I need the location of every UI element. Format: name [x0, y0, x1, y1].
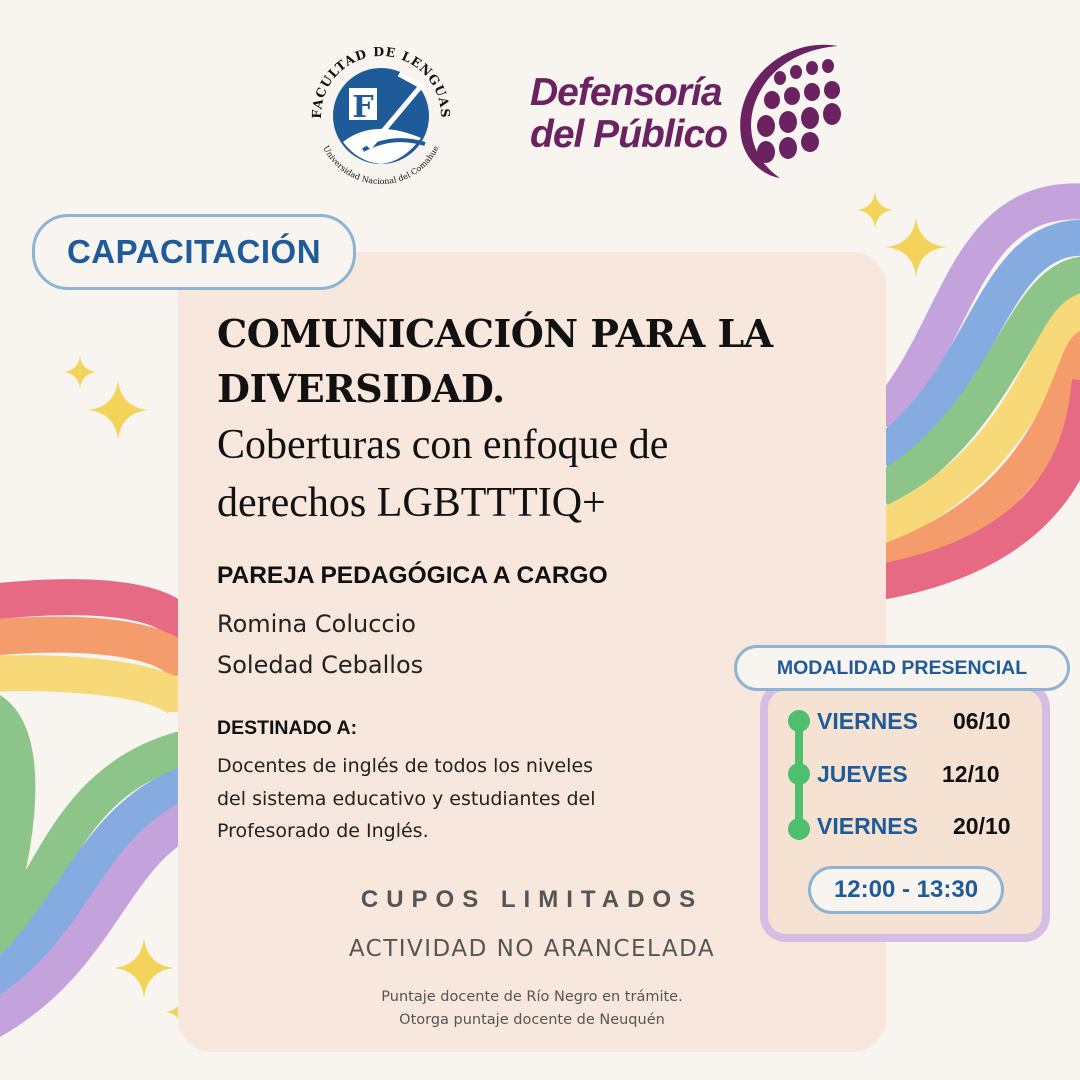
- puntaje-line: Puntaje docente de Río Negro en trámite.: [381, 989, 683, 1005]
- audience-line: del sistema educativo y estudiantes del: [217, 787, 596, 810]
- audience-text: [217, 750, 647, 848]
- defensoria-logo-text: [530, 72, 727, 156]
- audience-heading: DESTINADO A:: [217, 717, 358, 739]
- time-badge: 12:00 - 13:30: [808, 866, 1004, 914]
- subtitle-line2: derechos LGBTTTIQ+: [217, 480, 606, 526]
- timeline-dot: [788, 818, 810, 840]
- audience-line: Profesorado de Inglés.: [217, 820, 429, 842]
- sparkle-icon: [112, 936, 176, 1000]
- session-day: VIERNES: [817, 813, 918, 839]
- defensoria-mark-icon: [720, 38, 860, 180]
- session-day: JUEVES: [817, 761, 908, 787]
- teachers-list: [217, 604, 423, 686]
- session-date: 20/10: [953, 813, 1011, 839]
- teacher-name: Romina Coluccio: [217, 610, 416, 638]
- cupos-limitados: CUPOS LIMITADOS: [360, 886, 704, 913]
- subtitle: [217, 416, 857, 532]
- facultad-lenguas-logo: [303, 38, 459, 194]
- session-date: 06/10: [953, 708, 1011, 734]
- timeline-dot: [788, 763, 810, 785]
- session-date: 12/10: [942, 761, 1000, 787]
- modality-badge: MODALIDAD PRESENCIAL: [734, 645, 1070, 691]
- logo-arc-top: FACULTAD DE LENGUAS: [308, 43, 454, 119]
- defensoria-line1: Defensoría: [530, 71, 722, 114]
- actividad-no-arancelada: ACTIVIDAD NO ARANCELADA: [348, 936, 716, 962]
- sparkle-icon: [884, 215, 948, 279]
- audience-line: Docentes de inglés de todos los niveles: [217, 755, 594, 777]
- timeline-dot: [788, 710, 810, 732]
- logo-letter: F: [352, 90, 374, 125]
- puntaje-line: Otorga puntaje docente de Neuquén: [399, 1012, 665, 1028]
- session-day: VIERNES: [817, 708, 918, 734]
- title-line1: COMUNICACIÓN PARA LA: [217, 311, 773, 356]
- page-title: [217, 306, 857, 416]
- defensoria-line2: del Público: [530, 113, 728, 156]
- puntaje-note: [178, 986, 886, 1032]
- subtitle-line1: Coberturas con enfoque de: [217, 422, 669, 468]
- logo-arc-bottom: Universidad Nacional del Comahue: [321, 144, 441, 187]
- capacitacion-badge: CAPACITACIÓN: [32, 214, 356, 290]
- title-line2: DIVERSIDAD.: [217, 366, 505, 411]
- sparkle-icon: [86, 378, 150, 442]
- teacher-name: Soledad Ceballos: [217, 651, 424, 679]
- teachers-heading: PAREJA PEDAGÓGICA A CARGO: [217, 562, 608, 589]
